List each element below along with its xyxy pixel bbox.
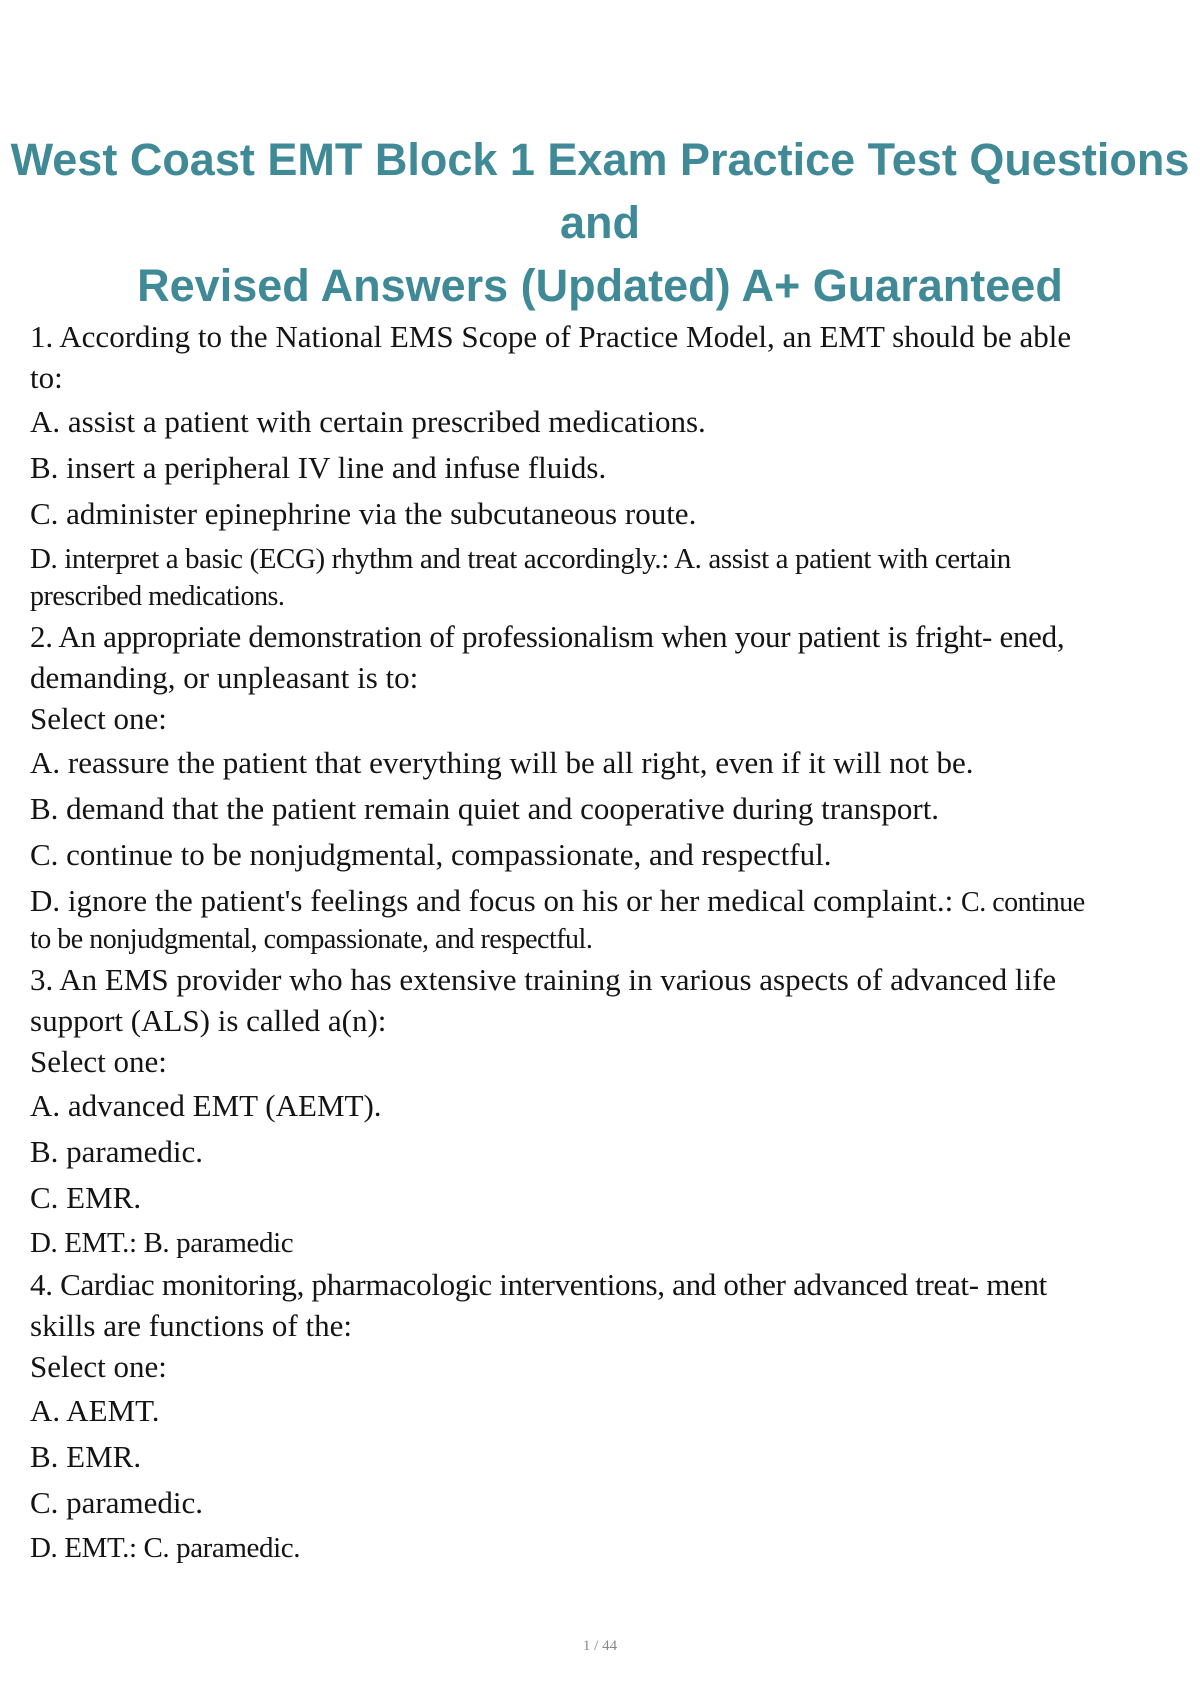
option-a: A. AEMT. bbox=[30, 1393, 160, 1428]
option-d: D. interpret a basic (ECG) rhythm and treat accordingly.: A. assist a patient with certain bbox=[30, 543, 1011, 575]
question-stem-continued: skills are functions of the: bbox=[30, 1308, 352, 1343]
answer-text: to be nonjudgmental, compassionate, and respectful. bbox=[30, 924, 593, 955]
page-number: 1 / 44 bbox=[582, 1638, 618, 1654]
select-one-label: Select one: bbox=[30, 1349, 167, 1384]
question-stem: 2. An appropriate demonstration of professionalism when your patient is fright- ened, bbox=[30, 619, 1065, 654]
option-c: C. EMR. bbox=[30, 1180, 142, 1215]
select-one-label: Select one: bbox=[30, 1044, 167, 1079]
question-stem-continued: to: bbox=[30, 360, 63, 395]
option-b: B. demand that the patient remain quiet and cooperative during transport. bbox=[30, 791, 940, 826]
question-3 bbox=[30, 961, 1160, 1262]
question-stem-continued: demanding, or unpleasant is to: bbox=[30, 660, 419, 695]
option-d: D. EMT.: C. paramedic. bbox=[30, 1532, 301, 1564]
document-title bbox=[0, 128, 1200, 317]
question-stem: 1. According to the National EMS Scope of Practice Model, an EMT should be able bbox=[30, 319, 1072, 354]
option-d bbox=[30, 882, 1160, 921]
title-line-2: Revised Answers (Updated) A+ Guaranteed bbox=[137, 260, 1063, 311]
question-stem: 4. Cardiac monitoring, pharmacologic interventions, and other advanced treat- ment bbox=[30, 1267, 1047, 1302]
option-b: B. insert a peripheral IV line and infuse fluids. bbox=[30, 450, 607, 485]
answer-inline: C. continue bbox=[961, 887, 1085, 918]
option-a: A. assist a patient with certain prescribed medications. bbox=[30, 404, 706, 439]
question-list bbox=[30, 318, 1160, 1567]
option-a: A. advanced EMT (AEMT). bbox=[30, 1088, 382, 1123]
question-stem-continued: support (ALS) is called a(n): bbox=[30, 1003, 387, 1038]
option-c: C. paramedic. bbox=[30, 1485, 204, 1520]
option-d-text: D. ignore the patient's feelings and focus on his or her medical complaint.: bbox=[30, 883, 954, 918]
answer-text: prescribed medications. bbox=[30, 581, 285, 612]
question-2 bbox=[30, 618, 1160, 957]
option-b: B. EMR. bbox=[30, 1439, 142, 1474]
option-d: D. EMT.: B. paramedic bbox=[30, 1227, 294, 1259]
question-4 bbox=[30, 1266, 1160, 1567]
option-c: C. continue to be nonjudgmental, compassionate, and respectful. bbox=[30, 837, 832, 872]
option-a: A. reassure the patient that everything will be all right, even if it will not be. bbox=[30, 745, 974, 780]
select-one-label: Select one: bbox=[30, 701, 167, 736]
title-line-1: West Coast EMT Block 1 Exam Practice Test Questions and bbox=[10, 134, 1190, 248]
option-c: C. administer epinephrine via the subcutaneous route. bbox=[30, 496, 697, 531]
question-1 bbox=[30, 318, 1160, 614]
option-b: B. paramedic. bbox=[30, 1134, 204, 1169]
question-stem: 3. An EMS provider who has extensive training in various aspects of advanced life bbox=[30, 962, 1057, 997]
